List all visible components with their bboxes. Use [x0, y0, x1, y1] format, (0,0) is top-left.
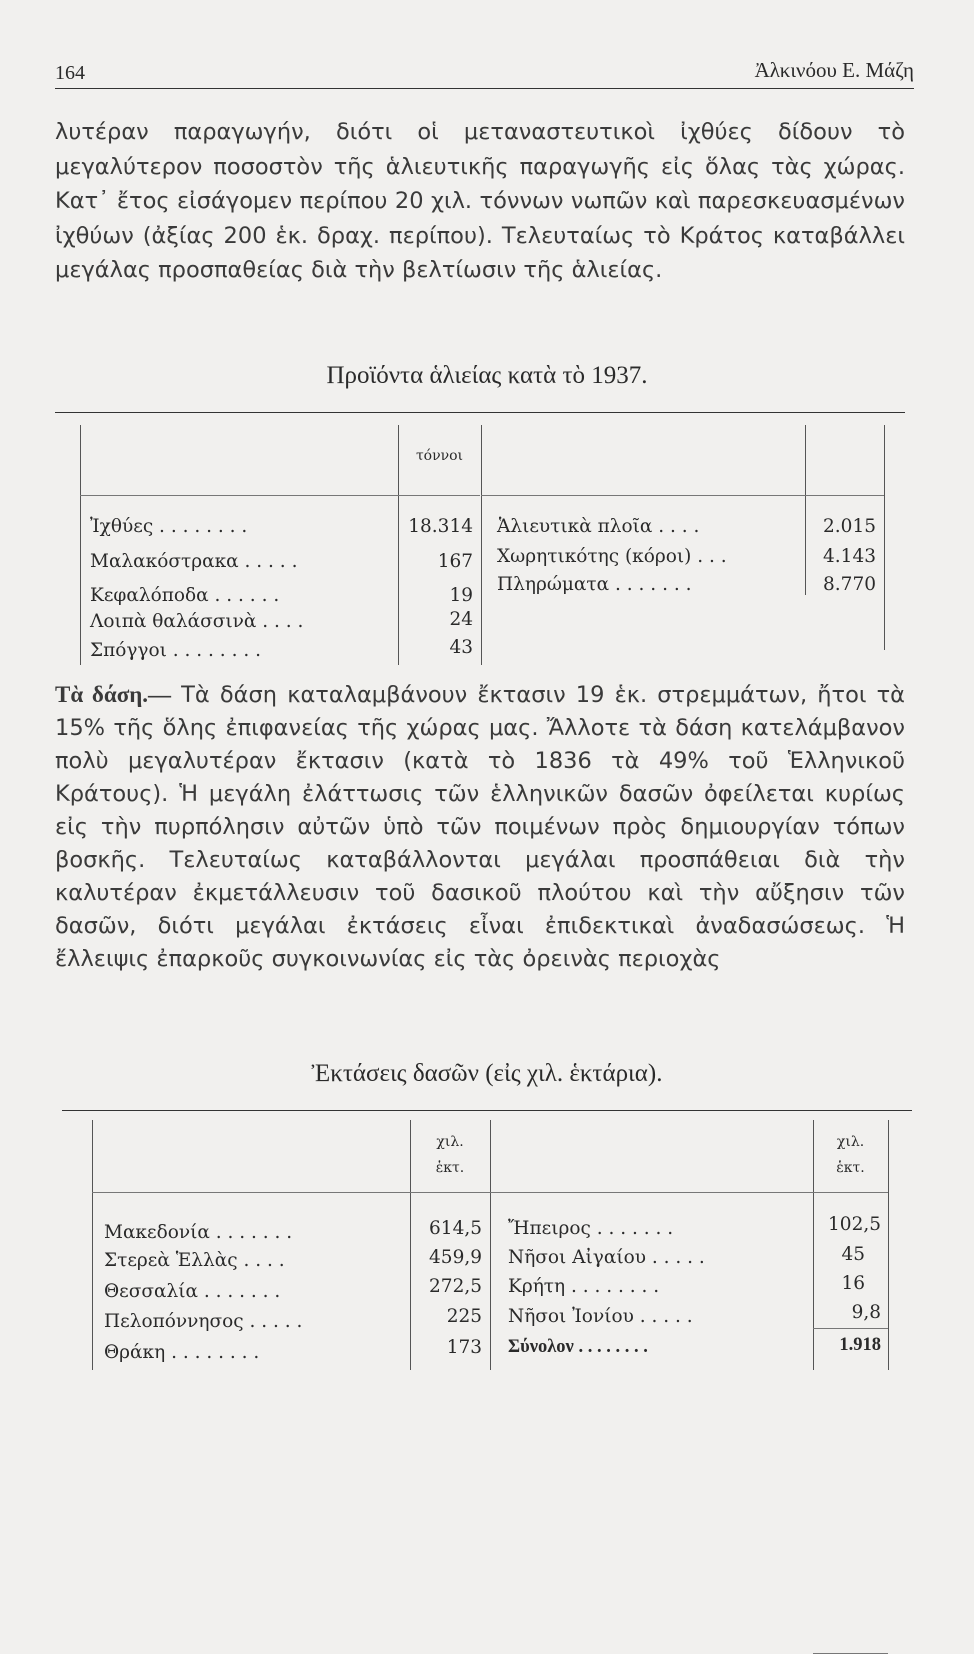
table-1-col-divider-right: [805, 425, 806, 595]
table-1-right-border: [884, 425, 885, 650]
paragraph-fishing: λυτέραν παραγωγήν, διότι οἱ μεταναστευτικοὶ ἰχθύες δίδουν τὸ μεγαλύτερον ποσοστὸν τῆς ἁλιευτικῆς παραγωγῆς εἰς ὅλας τὰς χώρας. Κατ᾿ ἔτος εἰσάγομεν περίπου 20 χιλ. τόννων νωπῶν καὶ παρεσκευασμένων ἰχθύων (ἀξίας 200 ἑκ. δραχ. περίπου). Τελευταίως τὸ Κράτος καταβάλλει μεγάλας προσπαθείας διὰ τὴν βελτίωσιν τῆς ἁλιείας.: [55, 119, 905, 283]
table-1-header-rule-left: [80, 495, 480, 496]
table-1-header-rule-right: [481, 495, 884, 496]
row-value-text: 19: [449, 585, 473, 606]
row-label: Ἰχθύες . . . . . . . .: [90, 516, 248, 537]
section-lead: Τὰ δάση.—: [55, 682, 172, 707]
table-2-title: Ἐκτάσεις δασῶν (εἰς χιλ. ἑκτάρια).: [311, 1060, 663, 1087]
row-value-text: 167: [437, 551, 473, 572]
table-row: [104, 1250, 285, 1271]
row-value-text: 24: [449, 609, 473, 630]
row-label: Πελοπόννησος . . . . .: [104, 1311, 303, 1332]
row-value-text: 2.015: [823, 516, 876, 537]
row-label: Ἤπειρος . . . . . . .: [508, 1218, 674, 1239]
row-value: 614,5: [429, 1218, 482, 1239]
row-value: 225: [446, 1306, 482, 1327]
paragraph-forests-text: Τὰ δάση καταλαμβάνουν ἔκτασιν 19 ἑκ. στρεμμάτων, ἤτοι τὰ 15% τῆς ὅλης ἐπιφανείας τῆς χώρας μας. Ἄλλοτε τὰ δάση κατελάμβανον πολὺ μεγαλυτέραν ἔκτασιν (κατὰ τὸ 1836 τὰ 49% τοῦ Ἑλληνικοῦ Κράτους). Ἡ μεγάλη ἐλάττωσις τῶν ἑλληνικῶν δασῶν ὀφείλεται κυρίως εἰς τὴν πυρπόλησιν αὐτῶν ὑπὸ τῶν ποιμένων πρὸς δημιουργίαν τόπων βοσκῆς. Τελευταίως καταβάλλονται μεγάλαι προσπάθειαι διὰ τὴν καλυτέραν ἐκμετάλλευσιν τοῦ δασικοῦ πλούτου καὶ τὴν αὔξησιν τῶν δασῶν, διότι μεγάλαι ἐκτάσεις εἶναι ἐπιδεκτικαὶ ἀναδασώσεως. Ἡ ἔλλειψις ἐπαρκοῦς συγκοινωνίας εἰς τὰς ὀρεινὰς περιοχὰς: [55, 682, 905, 972]
row-label: Μαλακόστρακα . . . . .: [90, 551, 298, 572]
table-2-col-divider: [410, 1120, 411, 1370]
total-row: [508, 1337, 648, 1358]
row-label: Στερεὰ Ἑλλὰς . . . .: [104, 1250, 285, 1271]
row-label: Λοιπὰ θαλάσσινὰ . . . .: [90, 611, 304, 632]
row-label: Ἁλιευτικὰ πλοῖα . . . .: [497, 516, 700, 537]
table-row: [508, 1218, 673, 1239]
table-row: [104, 1311, 302, 1332]
table-2-total-rule-line: [813, 1328, 888, 1329]
row-label: Μακεδονία . . . . . . .: [104, 1222, 293, 1243]
table-2-right-border: [888, 1120, 889, 1370]
table-row: [104, 1281, 280, 1302]
row-value: 173: [446, 1337, 482, 1358]
table-1-title: Προϊόντα ἁλιείας κατὰ τὸ 1937.: [326, 362, 648, 389]
row-label: Πληρώματα . . . . . . .: [497, 574, 692, 595]
row-label: Θεσσαλία . . . . . . .: [104, 1281, 281, 1302]
table-2-header-rule-right: [490, 1192, 888, 1193]
row-value: 45: [841, 1244, 865, 1265]
row-value-text: 4.143: [823, 546, 876, 567]
table-2-header-rule-left: [92, 1192, 490, 1193]
page-number: 164: [55, 62, 85, 84]
table-2-col-divider-right: [813, 1120, 814, 1370]
table-1-mid-divider: [481, 425, 482, 665]
table-2-mid-divider: [490, 1120, 491, 1370]
table-row: [508, 1306, 693, 1327]
row-label: Σπόγγοι . . . . . . . .: [90, 640, 261, 661]
row-label: Θράκη . . . . . . . .: [104, 1342, 260, 1363]
table-2-left-border: [92, 1120, 93, 1370]
table-2-unit-header-bottom: ἑκτ.: [435, 1160, 465, 1176]
table-1-left-border: [80, 425, 81, 665]
paragraph-forests: [55, 678, 905, 976]
running-title: Ἀλκινόου Ε. Μάζη: [754, 58, 914, 82]
row-value: 459,9: [429, 1247, 482, 1268]
table-row: [104, 1222, 292, 1243]
table-row: [508, 1276, 659, 1297]
table-row: [508, 1247, 705, 1268]
row-label: Χωρητικότης (κόροι) . . .: [497, 546, 727, 567]
row-label: Νῆσοι Αἰγαίου . . . . .: [508, 1247, 705, 1268]
header-rule: [55, 88, 914, 89]
row-value-text: 18.314: [408, 516, 473, 537]
row-value: 102,5: [828, 1214, 881, 1235]
table-1-unit-header: τόννοι: [415, 448, 464, 464]
table-2-unit-header-top: χιλ.: [436, 1134, 464, 1150]
row-value: 9,8: [851, 1302, 881, 1323]
table-2-unit-header-top-right: χιλ.: [836, 1134, 865, 1150]
row-label: Κεφαλόποδα . . . . . .: [90, 585, 280, 606]
row-label: Κρήτη . . . . . . . .: [508, 1276, 660, 1297]
table-row: [104, 1342, 259, 1363]
row-value: 16: [841, 1273, 865, 1294]
row-value-text: 8.770: [823, 574, 876, 595]
table-2-top-rule: [62, 1110, 912, 1111]
row-value-text: 43: [449, 637, 473, 658]
total-value: 1.918: [839, 1335, 881, 1355]
table-1-top-rule: [55, 412, 905, 413]
total-label: Σύνολον . . . . . . . .: [508, 1337, 648, 1357]
row-value: 272,5: [429, 1276, 482, 1297]
table-2-unit-header-bottom-right: ἑκτ.: [836, 1160, 865, 1176]
row-label: Νῆσοι Ἰονίου . . . . .: [508, 1306, 693, 1327]
